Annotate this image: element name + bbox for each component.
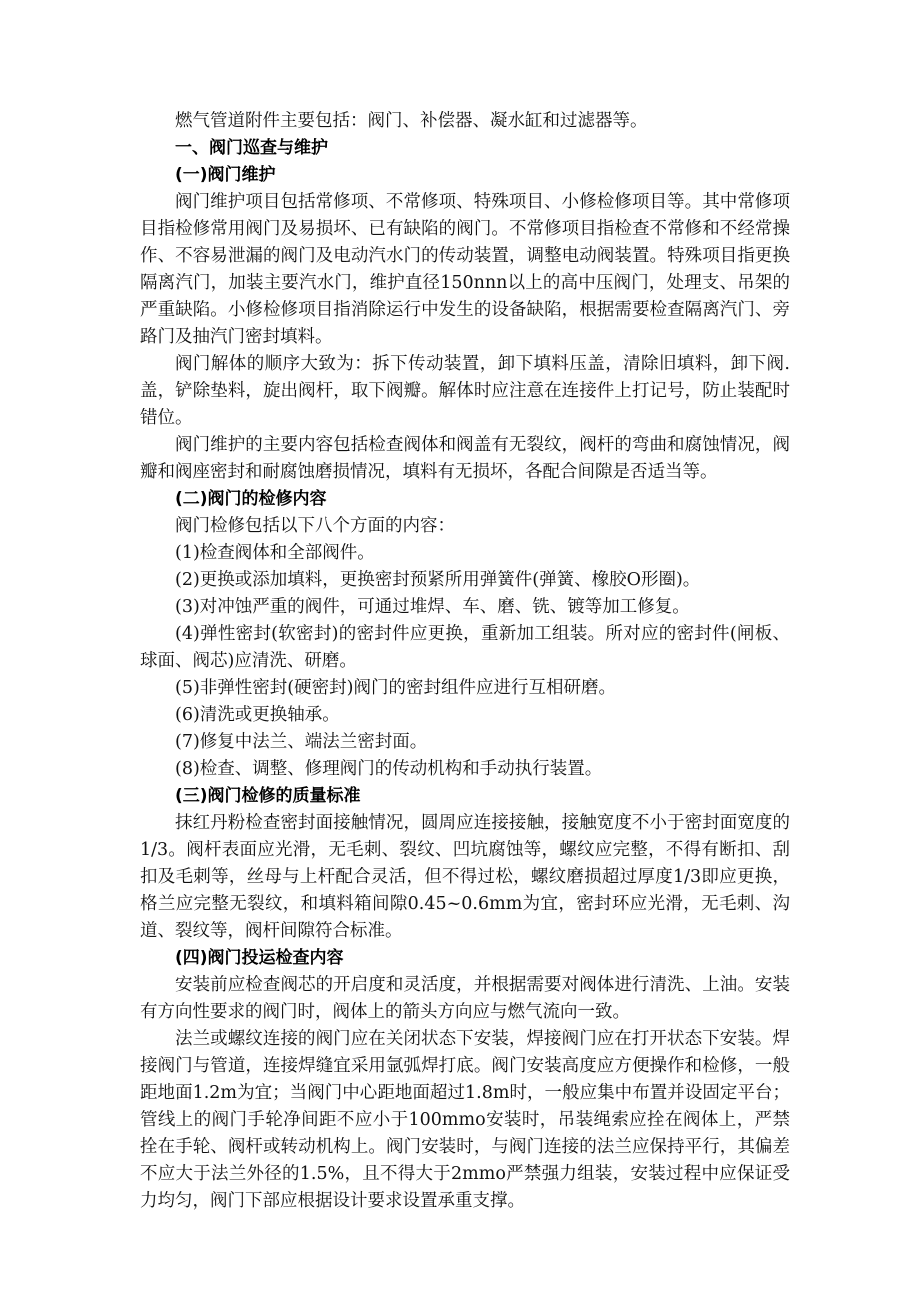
overhaul-list-item: (2)更换或添加填料，更换密封预紧所用弹簧件(弹簧、橡胶O形圈)。 [175, 570, 701, 590]
overhaul-list-item: (6)清洗或更换轴承。 [175, 705, 340, 725]
overhaul-list-item: (8)检查、调整、修理阀门的传动机构和手动执行装置。 [175, 759, 603, 779]
section-heading-valve-inspection: 一、阀门巡查与维护 [175, 138, 328, 158]
quality-standard-paragraph: 抹红丹粉检查密封面接触情况，圆周应连接接触，接触宽度不小于密封面宽度的1/3。阀杆表面应光滑，无毛刺、裂纹、凹坑腐蚀等，螺纹应完整，不得有断扣、刮扣及毛刺等，丝母与上杆配合灵活，但不得过松，螺纹磨损超过厚度1/3即应更换，格兰应完整无裂纹，和填料箱间隙0.45~0.6mm为宜，密封环应光滑，无毛刺、沟道、裂纹等，阀杆间隙符合标准。 [140, 813, 790, 941]
pre-install-check-paragraph: 安装前应检查阀芯的开启度和灵活度，并根据需要对阀体进行清洗、上油。安装有方向性要求的阀门时，阀体上的箭头方向应与燃气流向一致。 [140, 975, 790, 1022]
intro-paragraph: 燃气管道附件主要包括：阀门、补偿器、凝水缸和过滤器等。 [175, 111, 648, 131]
subsection-heading-valve-maintenance: (一)阀门维护 [175, 165, 276, 185]
overhaul-list-item: (4)弹性密封(软密封)的密封件应更换，重新加工组装。所对应的密封件(闸板、球面、阀芯)应清洗、研磨。 [140, 624, 790, 671]
subsection-heading-quality-standard: (三)阀门检修的质量标准 [175, 786, 361, 806]
overhaul-list-item: (5)非弹性密封(硬密封)阀门的密封组件应进行互相研磨。 [175, 678, 616, 698]
overhaul-intro-paragraph: 阀门检修包括以下八个方面的内容： [175, 516, 455, 536]
installation-paragraph: 法兰或螺纹连接的阀门应在关闭状态下安装，焊接阀门应在打开状态下安装。焊接阀门与管道，连接焊缝宜采用氩弧焊打底。阀门安装高度应方便操作和检修，一般距地面1.2m为宜；当阀门中心距地面超过1.8m时，一般应集中布置并设固定平台；管线上的阀门手轮净间距不应小于100mmo安装时，吊装绳索应拴在阀体上，严禁拴在手轮、阀杆或转动机构上。阀门安装时，与阀门连接的法兰应保持平行，其偏差不应大于法兰外径的1.5%，且不得大于2mmo严禁强力组装，安装过程中应保证受力均匀，阀门下部应根据设计要求设置承重支撑。 [140, 1029, 790, 1211]
overhaul-list-item: (7)修复中法兰、端法兰密封面。 [175, 732, 428, 752]
maintenance-content-paragraph: 阀门维护的主要内容包括检查阀体和阀盖有无裂纹，阀杆的弯曲和腐蚀情况，阀瓣和阀座密封和耐腐蚀磨损情况，填料有无损坏，各配合间隙是否适当等。 [140, 435, 790, 482]
overhaul-list-item: (1)检查阀体和全部阀件。 [175, 543, 375, 563]
subsection-heading-overhaul-content: (二)阀门的检修内容 [175, 489, 327, 509]
overhaul-list-item: (3)对冲蚀严重的阀件，可通过堆焊、车、磨、铣、镀等加工修复。 [175, 597, 690, 617]
disassembly-paragraph: 阀门解体的顺序大致为：拆下传动装置，卸下填料压盖，清除旧填料，卸下阀.盖，铲除垫料，旋出阀杆，取下阀瓣。解体时应注意在连接件上打记号，防止装配时错位。 [140, 354, 790, 428]
document-body [140, 108, 790, 1215]
subsection-heading-commissioning-check: (四)阀门投运检查内容 [175, 948, 344, 968]
maintenance-items-paragraph: 阀门维护项目包括常修项、不常修项、特殊项目、小修检修项目等。其中常修项目指检修常用阀门及易损坏、已有缺陷的阀门。不常修项目指检查不常修和不经常操作、不容易泄漏的阀门及电动汽水门的传动装置，调整电动阀装置。特殊项目指更换隔离汽门，加装主要汽水门，维护直径150nnn以上的高中压阀门，处理支、吊架的严重缺陷。小修检修项目指消除运行中发生的设备缺陷，根据需要检查隔离汽门、旁路门及抽汽门密封填料。 [140, 192, 790, 347]
